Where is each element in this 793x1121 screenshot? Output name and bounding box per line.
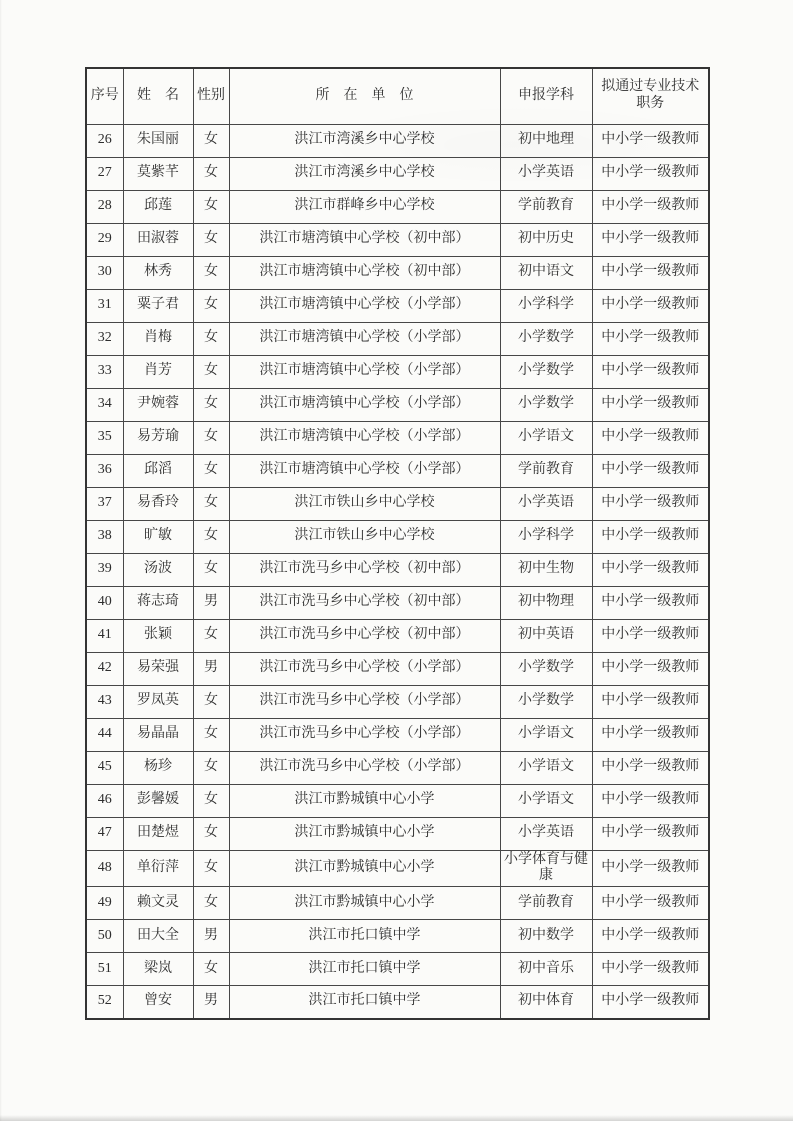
cell-unit: 洪江市洗马乡中心学校（初中部） [229,553,500,586]
cell-gender: 女 [193,718,229,751]
cell-subject: 学前教育 [500,887,592,920]
cell-subject: 初中历史 [500,223,592,256]
cell-gender: 女 [193,355,229,388]
table-row [86,124,709,157]
cell-index: 26 [86,124,123,157]
cell-gender: 女 [193,850,229,887]
cell-name: 邱滔 [123,454,193,487]
cell-index: 37 [86,487,123,520]
cell-subject: 初中地理 [500,124,592,157]
column-header-subject: 申报学科 [500,68,592,124]
table-row [86,553,709,586]
table-row [86,920,709,953]
cell-name: 彭馨媛 [123,784,193,817]
cell-index: 28 [86,190,123,223]
cell-name: 田楚煜 [123,817,193,850]
cell-subject: 初中生物 [500,553,592,586]
table-row [86,289,709,322]
cell-index: 49 [86,887,123,920]
cell-gender: 女 [193,619,229,652]
cell-gender: 女 [193,685,229,718]
cell-unit: 洪江市塘湾镇中心学校（小学部） [229,454,500,487]
cell-subject: 初中英语 [500,619,592,652]
cell-name: 汤波 [123,553,193,586]
cell-name: 易荣强 [123,652,193,685]
table-row [86,190,709,223]
cell-index: 44 [86,718,123,751]
cell-title: 中小学一级教师 [592,223,709,256]
cell-title: 中小学一级教师 [592,355,709,388]
cell-unit: 洪江市洗马乡中心学校（小学部） [229,652,500,685]
cell-unit: 洪江市托口镇中学 [229,953,500,986]
cell-title: 中小学一级教师 [592,190,709,223]
cell-title: 中小学一级教师 [592,920,709,953]
cell-subject: 初中物理 [500,586,592,619]
cell-unit: 洪江市塘湾镇中心学校（小学部） [229,421,500,454]
cell-index: 41 [86,619,123,652]
cell-name: 梁岚 [123,953,193,986]
cell-index: 48 [86,850,123,887]
cell-unit: 洪江市塘湾镇中心学校（小学部） [229,322,500,355]
cell-gender: 女 [193,454,229,487]
cell-subject: 初中体育 [500,986,592,1019]
cell-index: 29 [86,223,123,256]
cell-index: 35 [86,421,123,454]
cell-unit: 洪江市洗马乡中心学校（小学部） [229,718,500,751]
cell-name: 朱国丽 [123,124,193,157]
cell-subject: 小学英语 [500,817,592,850]
cell-index: 38 [86,520,123,553]
cell-subject: 小学语文 [500,718,592,751]
cell-title: 中小学一级教师 [592,652,709,685]
table-row [86,157,709,190]
cell-gender: 男 [193,986,229,1019]
cell-title: 中小学一级教师 [592,520,709,553]
cell-name: 莫紫芊 [123,157,193,190]
cell-subject: 小学语文 [500,784,592,817]
cell-title: 中小学一级教师 [592,986,709,1019]
table-row [86,454,709,487]
cell-title: 中小学一级教师 [592,322,709,355]
cell-unit: 洪江市黔城镇中心小学 [229,784,500,817]
cell-index: 40 [86,586,123,619]
cell-title: 中小学一级教师 [592,157,709,190]
cell-gender: 女 [193,784,229,817]
table-row [86,685,709,718]
cell-name: 旷敏 [123,520,193,553]
cell-subject: 小学科学 [500,289,592,322]
cell-title: 中小学一级教师 [592,124,709,157]
cell-index: 45 [86,751,123,784]
cell-subject: 小学语文 [500,421,592,454]
table-row [86,586,709,619]
table-row [86,751,709,784]
cell-unit: 洪江市塘湾镇中心学校（初中部） [229,223,500,256]
cell-gender: 女 [193,553,229,586]
cell-gender: 男 [193,586,229,619]
column-header-title: 拟通过专业技术职务 [592,68,709,124]
cell-title: 中小学一级教师 [592,619,709,652]
cell-name: 单衍萍 [123,850,193,887]
cell-title: 中小学一级教师 [592,388,709,421]
cell-name: 杨珍 [123,751,193,784]
teacher-title-table [85,67,710,1020]
cell-title: 中小学一级教师 [592,454,709,487]
cell-unit: 洪江市黔城镇中心小学 [229,850,500,887]
cell-subject: 小学数学 [500,652,592,685]
column-header-unit: 所 在 单 位 [229,68,500,124]
column-header-name: 姓 名 [123,68,193,124]
cell-title: 中小学一级教师 [592,586,709,619]
cell-title: 中小学一级教师 [592,685,709,718]
cell-unit: 洪江市黔城镇中心小学 [229,817,500,850]
cell-name: 易晶晶 [123,718,193,751]
cell-index: 42 [86,652,123,685]
table-row [86,986,709,1019]
cell-index: 52 [86,986,123,1019]
cell-gender: 女 [193,157,229,190]
cell-subject: 学前教育 [500,190,592,223]
cell-subject: 小学体育与健康 [500,850,592,887]
cell-subject: 初中音乐 [500,953,592,986]
table-row [86,619,709,652]
table-row [86,784,709,817]
cell-name: 肖芳 [123,355,193,388]
cell-gender: 女 [193,289,229,322]
cell-gender: 女 [193,322,229,355]
cell-name: 易芳瑜 [123,421,193,454]
cell-index: 30 [86,256,123,289]
table-row [86,520,709,553]
cell-gender: 女 [193,190,229,223]
cell-title: 中小学一级教师 [592,850,709,887]
cell-gender: 女 [193,520,229,553]
cell-unit: 洪江市塘湾镇中心学校（小学部） [229,355,500,388]
cell-name: 张颖 [123,619,193,652]
cell-name: 曾安 [123,986,193,1019]
cell-title: 中小学一级教师 [592,784,709,817]
cell-subject: 学前教育 [500,454,592,487]
cell-name: 林秀 [123,256,193,289]
cell-gender: 女 [193,421,229,454]
cell-name: 罗凤英 [123,685,193,718]
cell-name: 蒋志琦 [123,586,193,619]
cell-title: 中小学一级教师 [592,553,709,586]
table-row [86,256,709,289]
cell-name: 粟子君 [123,289,193,322]
table-row [86,223,709,256]
cell-subject: 小学数学 [500,322,592,355]
cell-subject: 小学数学 [500,685,592,718]
cell-unit: 洪江市托口镇中学 [229,920,500,953]
table-row [86,718,709,751]
cell-unit: 洪江市铁山乡中心学校 [229,520,500,553]
cell-unit: 洪江市洗马乡中心学校（初中部） [229,586,500,619]
cell-index: 46 [86,784,123,817]
cell-subject: 初中数学 [500,920,592,953]
cell-unit: 洪江市洗马乡中心学校（初中部） [229,619,500,652]
cell-index: 32 [86,322,123,355]
table-row [86,652,709,685]
cell-subject: 小学科学 [500,520,592,553]
cell-gender: 女 [193,124,229,157]
cell-unit: 洪江市洗马乡中心学校（小学部） [229,685,500,718]
cell-gender: 女 [193,817,229,850]
cell-unit: 洪江市黔城镇中心小学 [229,887,500,920]
scan-edge-artifact [0,1115,793,1121]
cell-index: 34 [86,388,123,421]
cell-gender: 女 [193,388,229,421]
cell-title: 中小学一级教师 [592,289,709,322]
cell-name: 尹婉蓉 [123,388,193,421]
cell-gender: 男 [193,920,229,953]
cell-gender: 女 [193,487,229,520]
cell-title: 中小学一级教师 [592,751,709,784]
cell-title: 中小学一级教师 [592,817,709,850]
scan-edge-artifact [0,0,2,1121]
cell-name: 邱莲 [123,190,193,223]
cell-index: 31 [86,289,123,322]
cell-unit: 洪江市铁山乡中心学校 [229,487,500,520]
cell-gender: 女 [193,223,229,256]
cell-unit: 洪江市塘湾镇中心学校（小学部） [229,289,500,322]
table-row [86,850,709,887]
cell-title: 中小学一级教师 [592,953,709,986]
cell-subject: 小学数学 [500,388,592,421]
table-header-row [86,68,709,124]
table-row [86,421,709,454]
cell-unit: 洪江市洗马乡中心学校（小学部） [229,751,500,784]
table-row [86,953,709,986]
cell-gender: 男 [193,652,229,685]
cell-unit: 洪江市湾溪乡中心学校 [229,157,500,190]
cell-subject: 小学数学 [500,355,592,388]
cell-index: 43 [86,685,123,718]
cell-gender: 女 [193,751,229,784]
cell-subject: 初中语文 [500,256,592,289]
cell-index: 33 [86,355,123,388]
cell-index: 27 [86,157,123,190]
cell-subject: 小学英语 [500,487,592,520]
cell-name: 肖梅 [123,322,193,355]
cell-name: 赖文灵 [123,887,193,920]
cell-subject: 小学英语 [500,157,592,190]
cell-gender: 女 [193,256,229,289]
cell-title: 中小学一级教师 [592,887,709,920]
cell-unit: 洪江市群峰乡中心学校 [229,190,500,223]
column-header-index: 序号 [86,68,123,124]
table-row [86,355,709,388]
cell-unit: 洪江市湾溪乡中心学校 [229,124,500,157]
cell-unit: 洪江市托口镇中学 [229,986,500,1019]
cell-index: 36 [86,454,123,487]
cell-name: 田淑蓉 [123,223,193,256]
cell-title: 中小学一级教师 [592,487,709,520]
table-row [86,388,709,421]
table-row [86,487,709,520]
cell-subject: 小学语文 [500,751,592,784]
cell-index: 51 [86,953,123,986]
cell-title: 中小学一级教师 [592,256,709,289]
cell-name: 易香玲 [123,487,193,520]
cell-name: 田大全 [123,920,193,953]
cell-gender: 女 [193,953,229,986]
column-header-gender: 性别 [193,68,229,124]
table-row [86,322,709,355]
cell-unit: 洪江市塘湾镇中心学校（初中部） [229,256,500,289]
table-row [86,887,709,920]
cell-index: 50 [86,920,123,953]
table-row [86,817,709,850]
cell-unit: 洪江市塘湾镇中心学校（小学部） [229,388,500,421]
cell-gender: 女 [193,887,229,920]
cell-index: 39 [86,553,123,586]
cell-title: 中小学一级教师 [592,421,709,454]
cell-index: 47 [86,817,123,850]
cell-title: 中小学一级教师 [592,718,709,751]
